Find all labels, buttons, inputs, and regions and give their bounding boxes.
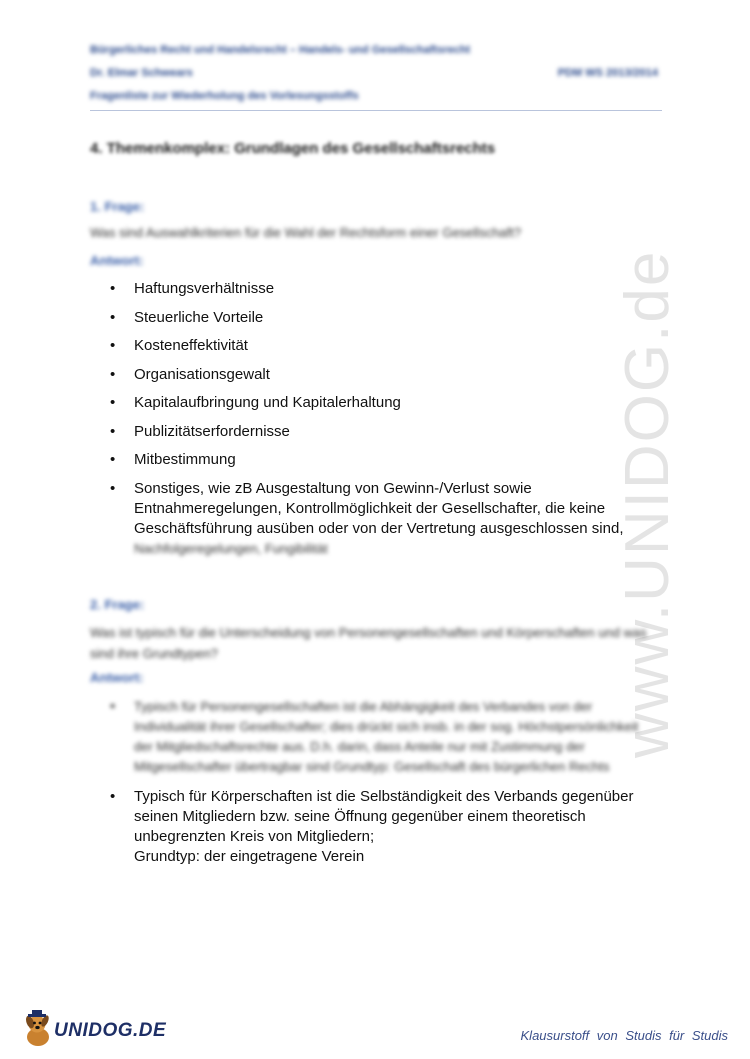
- q1-label: 1. Frage:: [90, 199, 145, 214]
- list-item: • Typisch für Personengesellschaften ist die Abhängigkeit des Verbandes von der Individualität ihrer Gesellschafter; dies drückt sich insb. in der sog. Höchstpersönlichkeit der Mitgliedschaftsrechte aus. D.h. darin, dass Anteile nur mit Zustimmung der Mitgesellschafter übertragbar sind Grundtyp: Gesellschaft des bürgerlichen Rechts: [110, 697, 650, 777]
- list-item: • Kosteneffektivität: [110, 336, 650, 356]
- dog-icon: [22, 1010, 56, 1050]
- watermark: www.UNIDOG.de: [613, 249, 682, 758]
- q2-answer-label: Antwort:: [90, 670, 144, 685]
- header-course: Bürgerliches Recht und Handelsrecht – Handels- und Gesellschaftsrecht: [90, 44, 471, 56]
- list-item-visible-text: Sonstiges, wie zB Ausgestaltung von Gewinn-/Verlust sowie Entnahmeregelungen, Kontrollmöglichkeit der Gesellschafter, die keine Geschäftsführung ausüben oder von der Vertretung ausgeschlossen sind,: [134, 479, 624, 537]
- header-semester: PDM WS 2013/2014: [557, 67, 658, 79]
- list-item: • Publizitätserfordernisse: [110, 422, 650, 442]
- logo-text: UNIDOG.DE: [54, 1020, 167, 1041]
- list-item: • Haftungsverhältnisse: [110, 279, 650, 299]
- header-subtitle: Fragenliste zur Wiederholung des Vorlesungsstoffs: [90, 90, 359, 102]
- q2-answer-list: [110, 697, 650, 867]
- q2-item2-line: • Typisch für Körperschaften ist die Selbständigkeit des Verbands gegenüber: [134, 788, 634, 805]
- q2-label: 2. Frage:: [90, 597, 145, 612]
- list-item: [110, 479, 650, 559]
- list-item: [110, 787, 650, 867]
- list-item: • Mitbestimmung: [110, 450, 650, 470]
- unidog-logo[interactable]: [22, 1010, 167, 1050]
- q2-question: Was ist typisch für die Unterscheidung von Personengesellschaften und Körperschaften und was sind ihre Grundtypen?: [90, 625, 647, 661]
- q1-answer-label: Antwort:: [90, 253, 144, 268]
- q2-item2-line: Grundtyp: der eingetragene Verein: [134, 848, 365, 865]
- list-item: • Steuerliche Vorteile: [110, 308, 650, 328]
- q2-item2-line: unbegrenzten Kreis von Mitgliedern;: [134, 828, 375, 845]
- header-rule: [90, 110, 662, 111]
- section-title: 4. Themenkomplex: Grundlagen des Gesellschaftsrechts: [90, 140, 496, 157]
- footer-tagline: Klausurstoff von Studis für Studis: [520, 1028, 728, 1043]
- q1-answer-list: [110, 279, 650, 559]
- list-item: • Organisationsgewalt: [110, 365, 650, 385]
- header-author: Dr. Elmar Schwears: [90, 67, 193, 79]
- list-item-blurred-text: Nachfolgeregelungen, Fungibilität: [134, 540, 328, 556]
- list-item: • Kapitalaufbringung und Kapitalerhaltung: [110, 393, 650, 413]
- q1-question: Was sind Auswahlkriterien für die Wahl der Rechtsform einer Gesellschaft?: [90, 225, 522, 240]
- q2-item2-line: seinen Mitgliedern bzw. seine Öffnung gegenüber einem theoretisch: [134, 808, 586, 825]
